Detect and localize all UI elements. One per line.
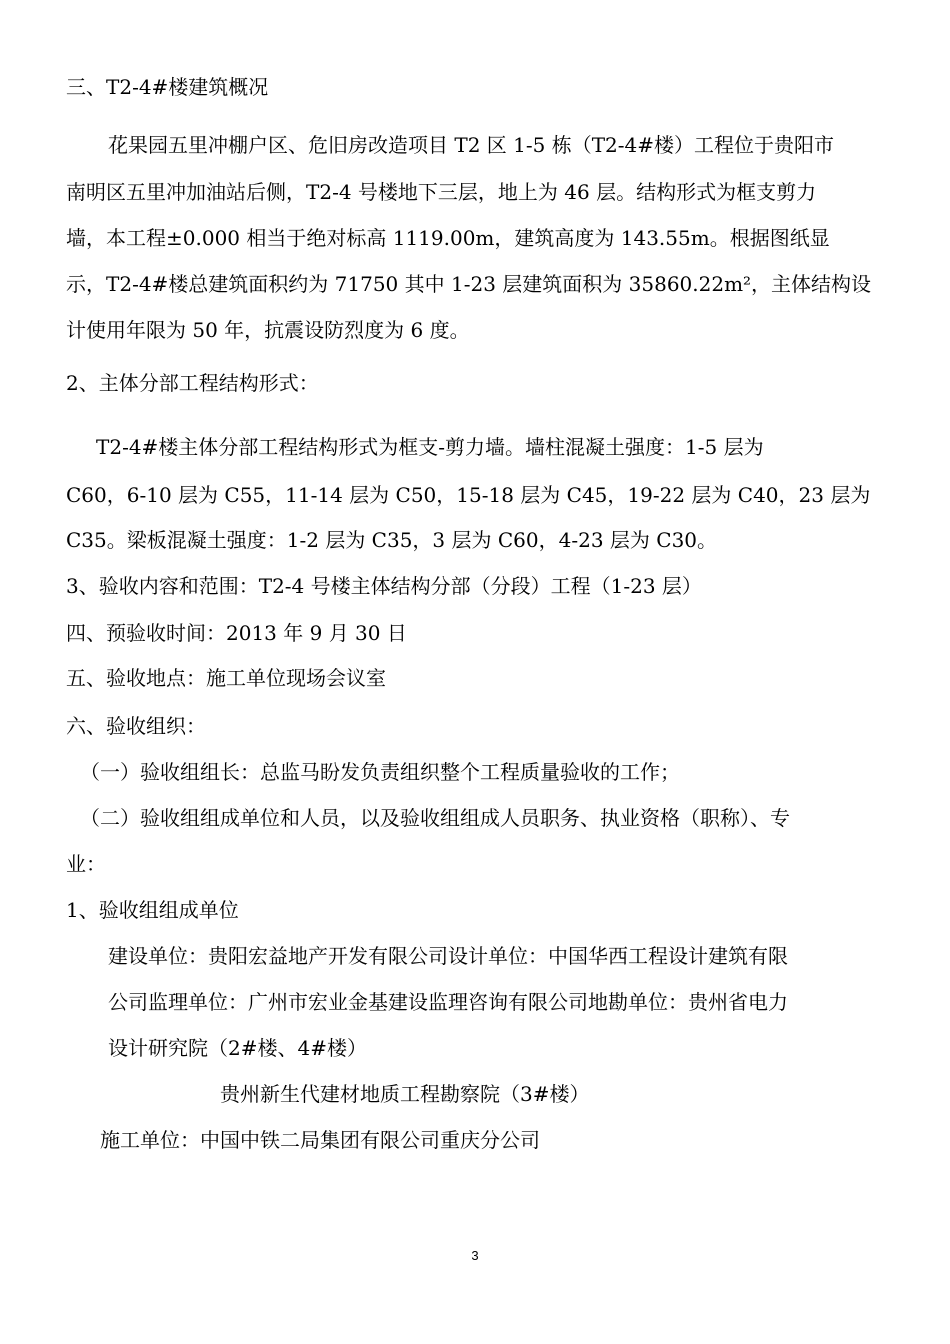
overview-line-1: 花果园五里冲棚户区、危旧房改造项目 T2 区 1-5 栋（T2-4#楼）工程位于贵阳市 — [108, 133, 835, 157]
acceptance-location: 五、验收地点：施工单位现场会议室 — [66, 666, 386, 690]
units-line-3: 设计研究院（2#楼、4#楼） — [108, 1036, 367, 1060]
page-number: 3 — [471, 1248, 479, 1263]
overview-line-3: 墙，本工程±0.000 相当于绝对标高 1119.00m，建筑高度为 143.55m。根据图纸显 — [66, 226, 830, 250]
org-leader: （一）验收组组长：总监马盼发负责组织整个工程质量验收的工作； — [80, 760, 680, 784]
org-members-line-2: 业： — [66, 852, 106, 876]
units-heading: 1、验收组组成单位 — [66, 898, 239, 922]
units-line-4: 贵州新生代建材地质工程勘察院（3#楼） — [220, 1082, 590, 1106]
acceptance-time: 四、预验收时间：2013 年 9 月 30 日 — [66, 621, 407, 645]
structure-line-1: T2-4#楼主体分部工程结构形式为框支-剪力墙。墙柱混凝土强度：1-5 层为 — [96, 435, 764, 459]
org-members-line-1: （二）验收组组成单位和人员，以及验收组组成人员职务、执业资格（职称）、专 — [80, 806, 790, 830]
heading-structure: 2、主体分部工程结构形式： — [66, 371, 319, 395]
structure-line-2: C60，6-10 层为 C55，11-14 层为 C50，15-18 层为 C45，19-22 层为 C40，23 层为 — [66, 483, 871, 507]
overview-line-4: 示，T2-4#楼总建筑面积约为 71750 其中 1-23 层建筑面积为 35860.22m²，主体结构设 — [66, 272, 872, 296]
acceptance-organization: 六、验收组织： — [66, 714, 206, 738]
units-line-1: 建设单位：贵阳宏益地产开发有限公司设计单位：中国华西工程设计建筑有限 — [108, 944, 788, 968]
overview-line-2: 南明区五里冲加油站后侧，T2-4 号楼地下三层，地上为 46 层。结构形式为框支剪力 — [66, 180, 817, 204]
units-line-2: 公司监理单位：广州市宏业金基建设监理咨询有限公司地勘单位：贵州省电力 — [108, 990, 788, 1014]
structure-line-3: C35。梁板混凝土强度：1-2 层为 C35，3 层为 C60，4-23 层为 C30。 — [66, 528, 718, 552]
heading-overview: 三、T2-4#楼建筑概况 — [66, 75, 269, 99]
units-line-5: 施工单位：中国中铁二局集团有限公司重庆分公司 — [100, 1128, 540, 1152]
overview-line-5: 计使用年限为 50 年，抗震设防烈度为 6 度。 — [66, 318, 470, 342]
acceptance-scope: 3、验收内容和范围：T2-4 号楼主体结构分部（分段）工程（1-23 层） — [66, 574, 702, 598]
